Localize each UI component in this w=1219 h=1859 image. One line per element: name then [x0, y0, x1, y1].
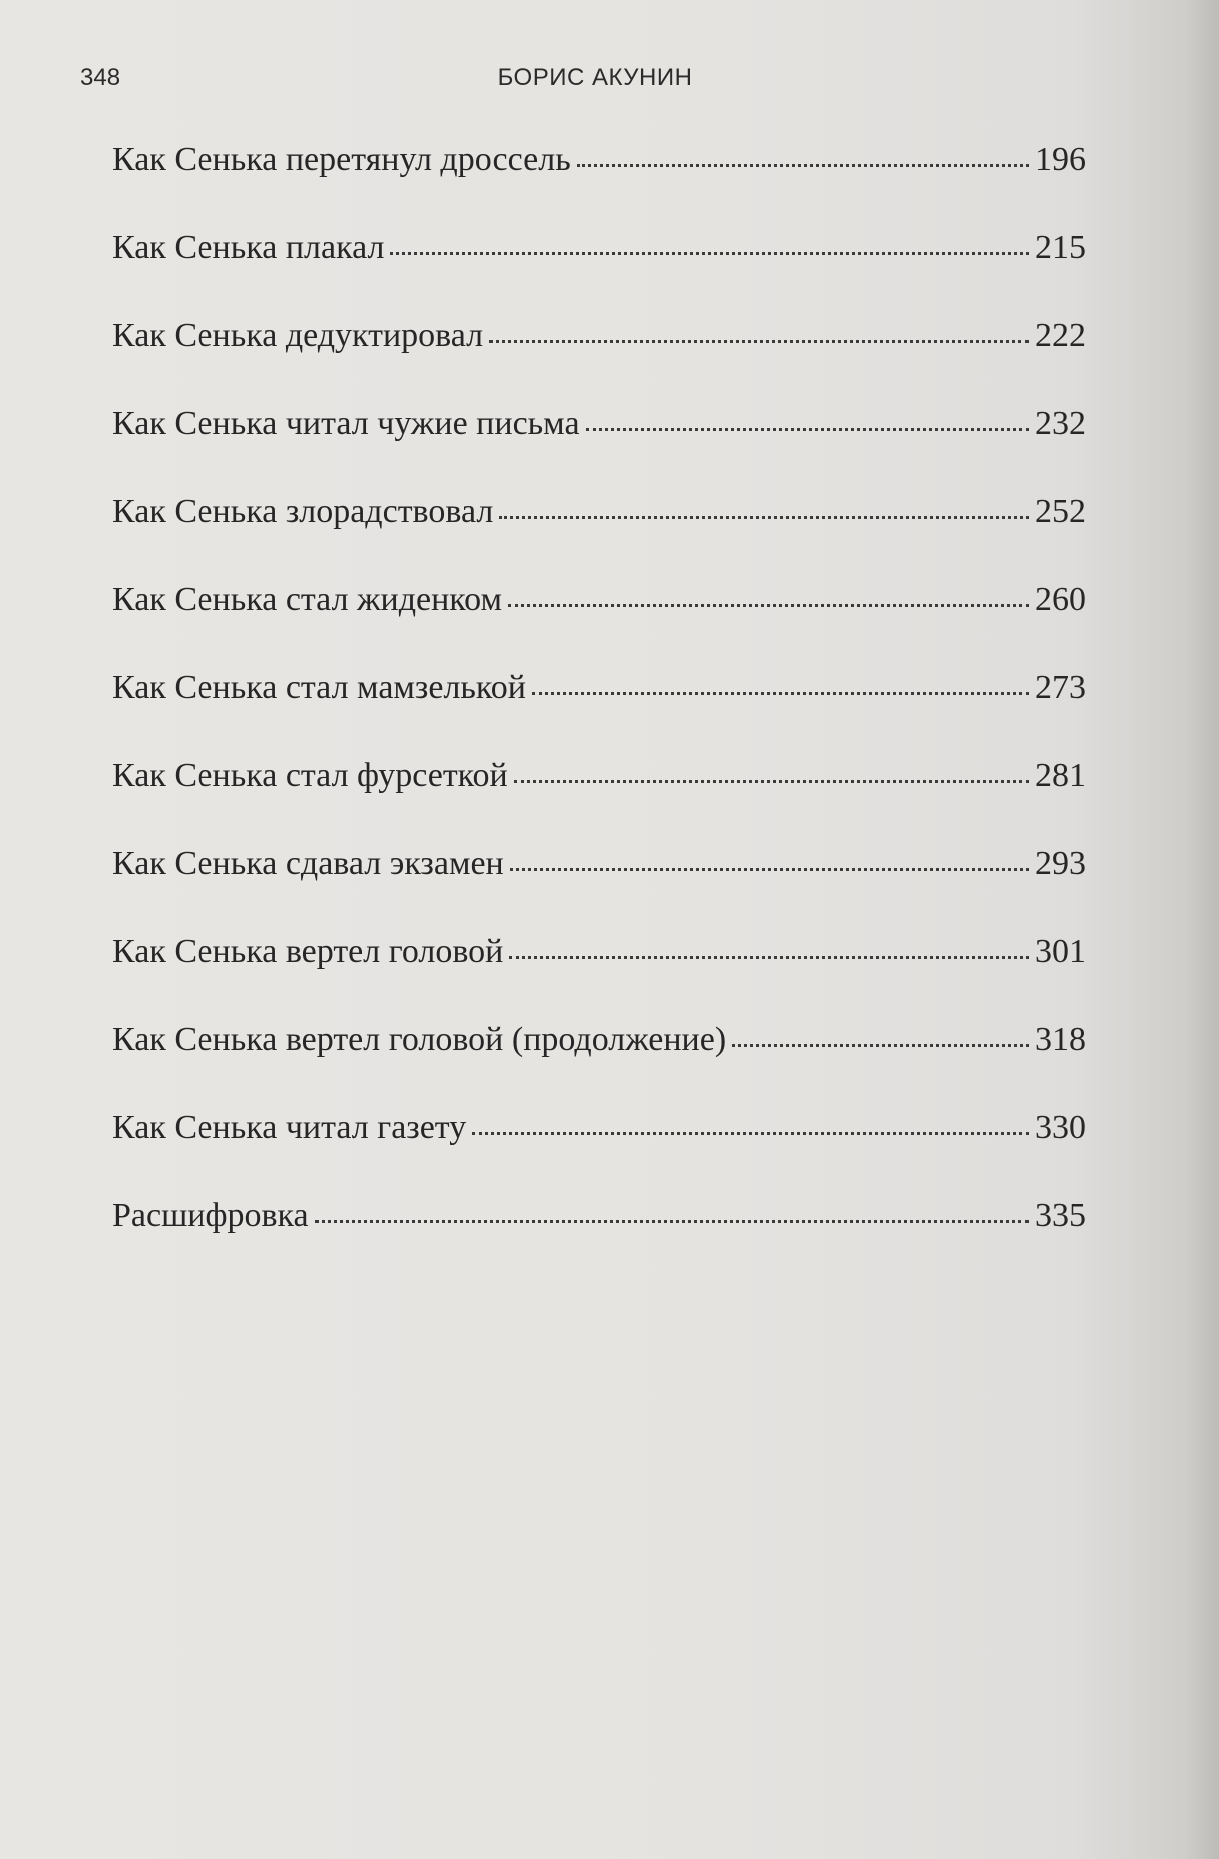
- toc-entry: [112, 932, 1086, 1020]
- table-of-contents: [112, 140, 1086, 1284]
- toc-entry-page: 232: [1035, 405, 1086, 442]
- toc-entry-page: 293: [1035, 845, 1086, 882]
- dot-leader: [586, 428, 1029, 431]
- toc-entry-page: 281: [1035, 757, 1086, 794]
- toc-entry-page: 222: [1035, 317, 1086, 354]
- toc-entry-title: Как Сенька стал мамзелькой: [112, 669, 526, 706]
- toc-entry-title: Как Сенька читал чужие письма: [112, 405, 580, 442]
- dot-leader: [489, 340, 1029, 343]
- toc-entry-page: 196: [1035, 141, 1086, 178]
- dot-leader: [509, 956, 1029, 959]
- toc-entry: [112, 404, 1086, 492]
- toc-entry-page: 318: [1035, 1021, 1086, 1058]
- toc-entry-page: 301: [1035, 933, 1086, 970]
- toc-entry-page: 252: [1035, 493, 1086, 530]
- toc-entry-title: Как Сенька стал фурсеткой: [112, 757, 508, 794]
- toc-entry: [112, 316, 1086, 404]
- dot-leader: [390, 252, 1029, 255]
- toc-entry: [112, 756, 1086, 844]
- toc-entry-page: 330: [1035, 1109, 1086, 1146]
- toc-entry: [112, 228, 1086, 316]
- dot-leader: [499, 516, 1029, 519]
- toc-entry: [112, 1020, 1086, 1108]
- toc-entry: [112, 140, 1086, 228]
- toc-entry-title: Расшифровка: [112, 1197, 309, 1234]
- toc-entry-title: Как Сенька плакал: [112, 229, 385, 266]
- toc-entry: [112, 668, 1086, 756]
- toc-entry: [112, 580, 1086, 668]
- page-number: 348: [80, 64, 121, 91]
- dot-leader: [315, 1220, 1029, 1223]
- author-name: БОРИС АКУНИН: [497, 64, 693, 91]
- dot-leader: [732, 1044, 1029, 1047]
- dot-leader: [472, 1132, 1029, 1135]
- toc-entry-title: Как Сенька сдавал экзамен: [112, 845, 504, 882]
- toc-entry-page: 273: [1035, 669, 1086, 706]
- toc-entry-title: Как Сенька перетянул дроссель: [112, 141, 571, 178]
- toc-entry-page: 215: [1035, 229, 1086, 266]
- dot-leader: [532, 692, 1029, 695]
- dot-leader: [510, 868, 1029, 871]
- running-head: [0, 64, 1219, 104]
- dot-leader: [514, 780, 1029, 783]
- toc-entry-title: Как Сенька вертел головой (продолжение): [112, 1021, 727, 1058]
- toc-entry-page: 335: [1035, 1197, 1086, 1234]
- page-edge-shadow: [1185, 0, 1219, 1859]
- toc-entry-page: 260: [1035, 581, 1086, 618]
- toc-entry-title: Как Сенька вертел головой: [112, 933, 504, 970]
- toc-entry-title: Как Сенька злорадствовал: [112, 493, 494, 530]
- dot-leader: [508, 604, 1029, 607]
- dot-leader: [577, 164, 1029, 167]
- toc-entry-title: Как Сенька стал жиденком: [112, 581, 502, 618]
- toc-entry: [112, 1108, 1086, 1196]
- toc-entry: [112, 1196, 1086, 1284]
- toc-entry-title: Как Сенька дедуктировал: [112, 317, 484, 354]
- toc-entry: [112, 844, 1086, 932]
- toc-entry-title: Как Сенька читал газету: [112, 1109, 467, 1146]
- toc-entry: [112, 492, 1086, 580]
